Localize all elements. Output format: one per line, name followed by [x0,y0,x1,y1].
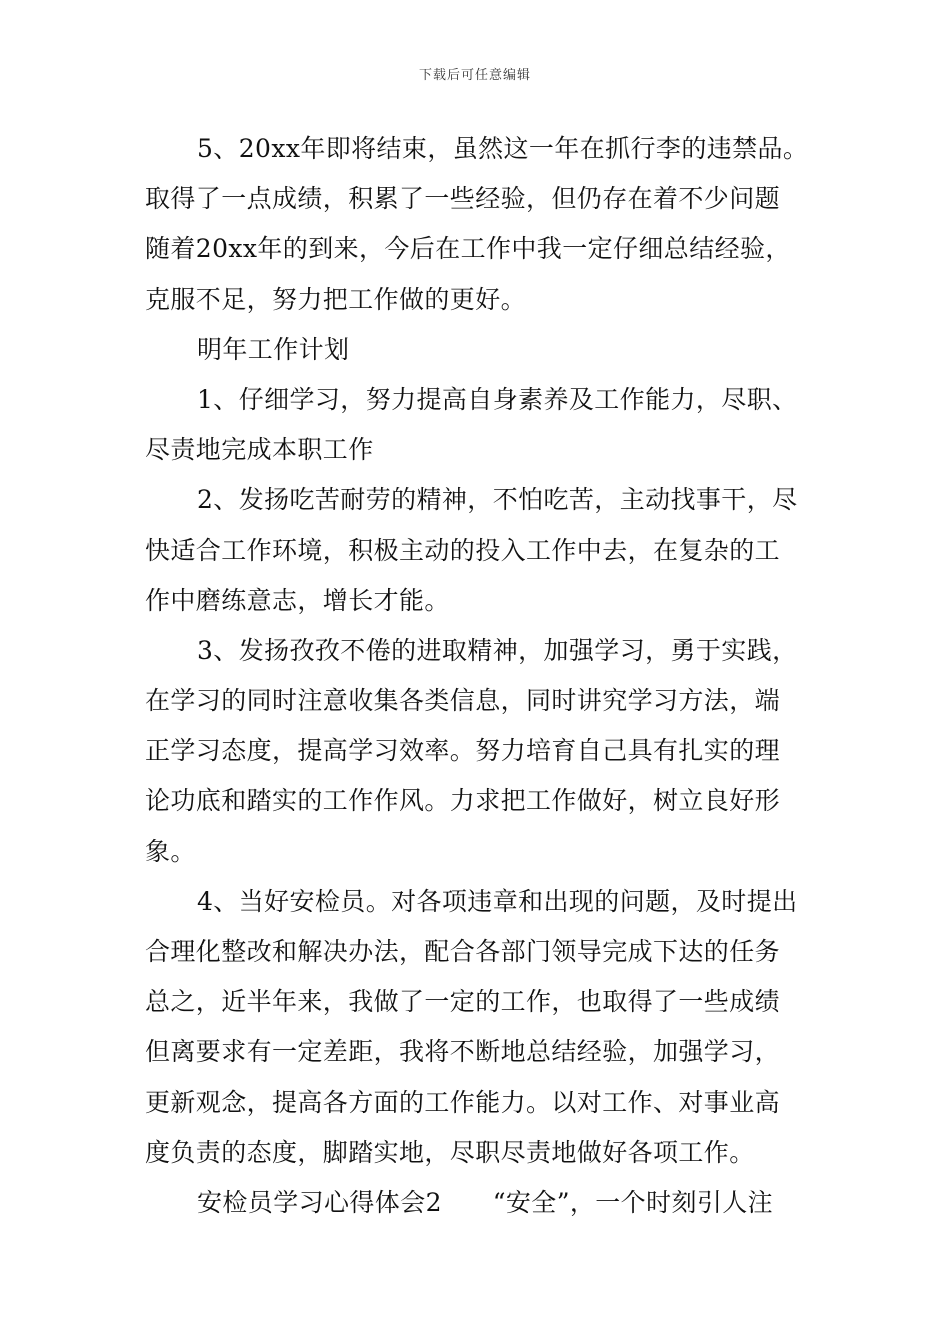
paragraph-line: 尽责地完成本职工作 [145,435,374,465]
page-header: 下载后可任意编辑 [418,68,531,83]
paragraph-line: 正学习态度，提高学习效率。努力培育自己具有扎实的理 [145,736,781,766]
paragraph-line: 4、当好安检员。对各项违章和出现的问题，及时提出 [197,886,798,916]
paragraph-line: 论功底和踏实的工作作风。力求把工作做好，树立良好形 [145,786,781,816]
paragraph-line: 2、发扬吃苦耐劳的精神，不怕吃苦，主动找事干，尽 [197,485,798,515]
paragraph-line: 在学习的同时注意收集各类信息，同时讲究学习方法，端 [145,686,781,716]
paragraph-line: 克服不足，努力把工作做的更好。 [145,284,527,314]
paragraph-line: 但离要求有一定差距，我将不断地总结经验，加强学习， [145,1037,781,1067]
paragraph-line: 3、发扬孜孜不倦的进取精神，加强学习，勇于实践， [197,635,798,665]
paragraph-line: 度负责的态度，脚踏实地，尽职尽责地做好各项工作。 [145,1137,755,1167]
paragraph-line: 作中磨练意志，增长才能。 [145,585,450,615]
paragraph-line: 5、20xx年即将结束，虽然这一年在抓行李的违禁品。 [197,134,809,163]
section-heading: 安检员学习心得体会2 “安全”，一个时刻引人注 [197,1187,774,1217]
paragraph-line: 快适合工作环境，积极主动的投入工作中去，在复杂的工 [145,535,781,565]
paragraph-line: 象。 [145,836,196,866]
paragraph-line: 合理化整改和解决办法，配合各部门领导完成下达的任务 [145,937,781,966]
document-body [145,124,809,1228]
paragraph-line: 更新观念，提高各方面的工作能力。以对工作、对事业高 [145,1087,781,1117]
paragraph-line: 随着20xx年的到来，今后在工作中我一定仔细总结经验， [145,234,791,264]
section-heading: 明年工作计划 [197,334,350,364]
paragraph-line: 取得了一点成绩，积累了一些经验，但仍存在着不少问题 [145,184,781,214]
paragraph-line: 总之，近半年来，我做了一定的工作，也取得了一些成绩 [145,987,781,1017]
paragraph-line: 1、仔细学习，努力提高自身素养及工作能力，尽职、 [197,384,798,414]
